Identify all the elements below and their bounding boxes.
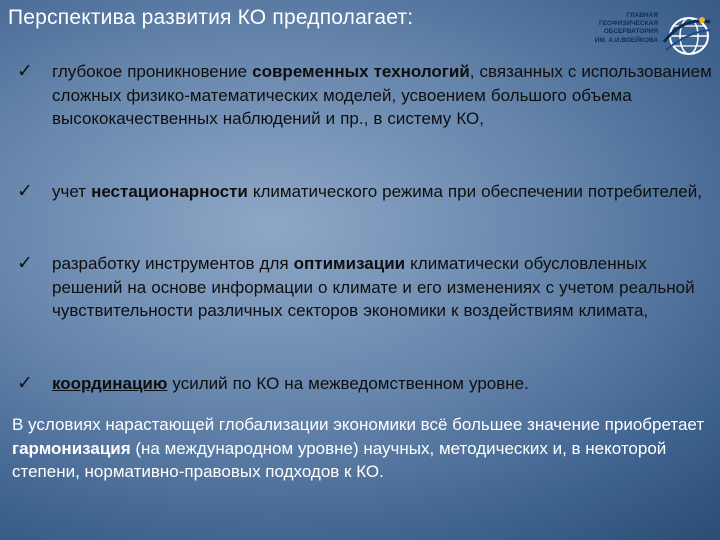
logo-line: ГЛАВНАЯ — [626, 12, 658, 19]
bullet-text — [52, 60, 716, 131]
logo-text — [558, 12, 658, 45]
bullet-text-post: климатического режима при обеспечении потребителей, — [247, 182, 702, 201]
bullet-text-post: , связанных с использованием сложных физико-математических моделей, усвоением большого объема высококачественных наблюдений и пр., в систему КО, — [52, 62, 712, 128]
check-icon: ✓ — [17, 372, 33, 394]
bullet-text-pre: глубокое проникновение — [52, 62, 253, 81]
bullet-text-bold: оптимизации — [293, 254, 406, 273]
bullet-text — [52, 180, 716, 204]
logo-line: ОБСЕРВАТОРИЯ — [603, 28, 658, 36]
bullet-text-post: климатически обусловленных решений на основе информации о климате и его изменениях с учетом реальной чувствительности различных секторов экономики к воздействиям климата, — [52, 254, 695, 320]
logo-line: ГЕОФИЗИЧЕСКАЯ — [599, 20, 658, 28]
check-icon: ✓ — [17, 60, 33, 82]
logo-line: ИМ. А.И.ВОЕЙКОВА — [594, 36, 658, 44]
globe-icon — [662, 12, 712, 58]
summary-pre: В условиях нарастающей глобализации экономики всё большее значение приобретает — [12, 415, 705, 434]
summary-post: (на международном уровне) научных, методических и, в некоторой степени, нормативно-правовых подходов к КО. — [12, 438, 667, 481]
observatory-logo — [558, 12, 718, 60]
summary-paragraph — [12, 413, 712, 484]
slide-title: Перспектива развития КО предполагает: — [8, 6, 414, 29]
bullet-text-bold: координацию — [52, 374, 168, 393]
bullet-text-pre: учет — [52, 182, 92, 201]
bullet-text — [52, 372, 716, 396]
bullet-text-post: усилий по КО на межведомственном уровне. — [167, 374, 529, 393]
check-icon: ✓ — [17, 252, 33, 274]
check-icon: ✓ — [17, 180, 33, 202]
bullet-text-pre: разработку инструментов для — [52, 254, 294, 273]
summary-bold: гармонизация — [12, 438, 131, 458]
bullet-text — [52, 252, 716, 323]
bullet-text-bold: нестационарности — [91, 182, 248, 201]
bullet-text-bold: современных технологий — [252, 62, 470, 81]
